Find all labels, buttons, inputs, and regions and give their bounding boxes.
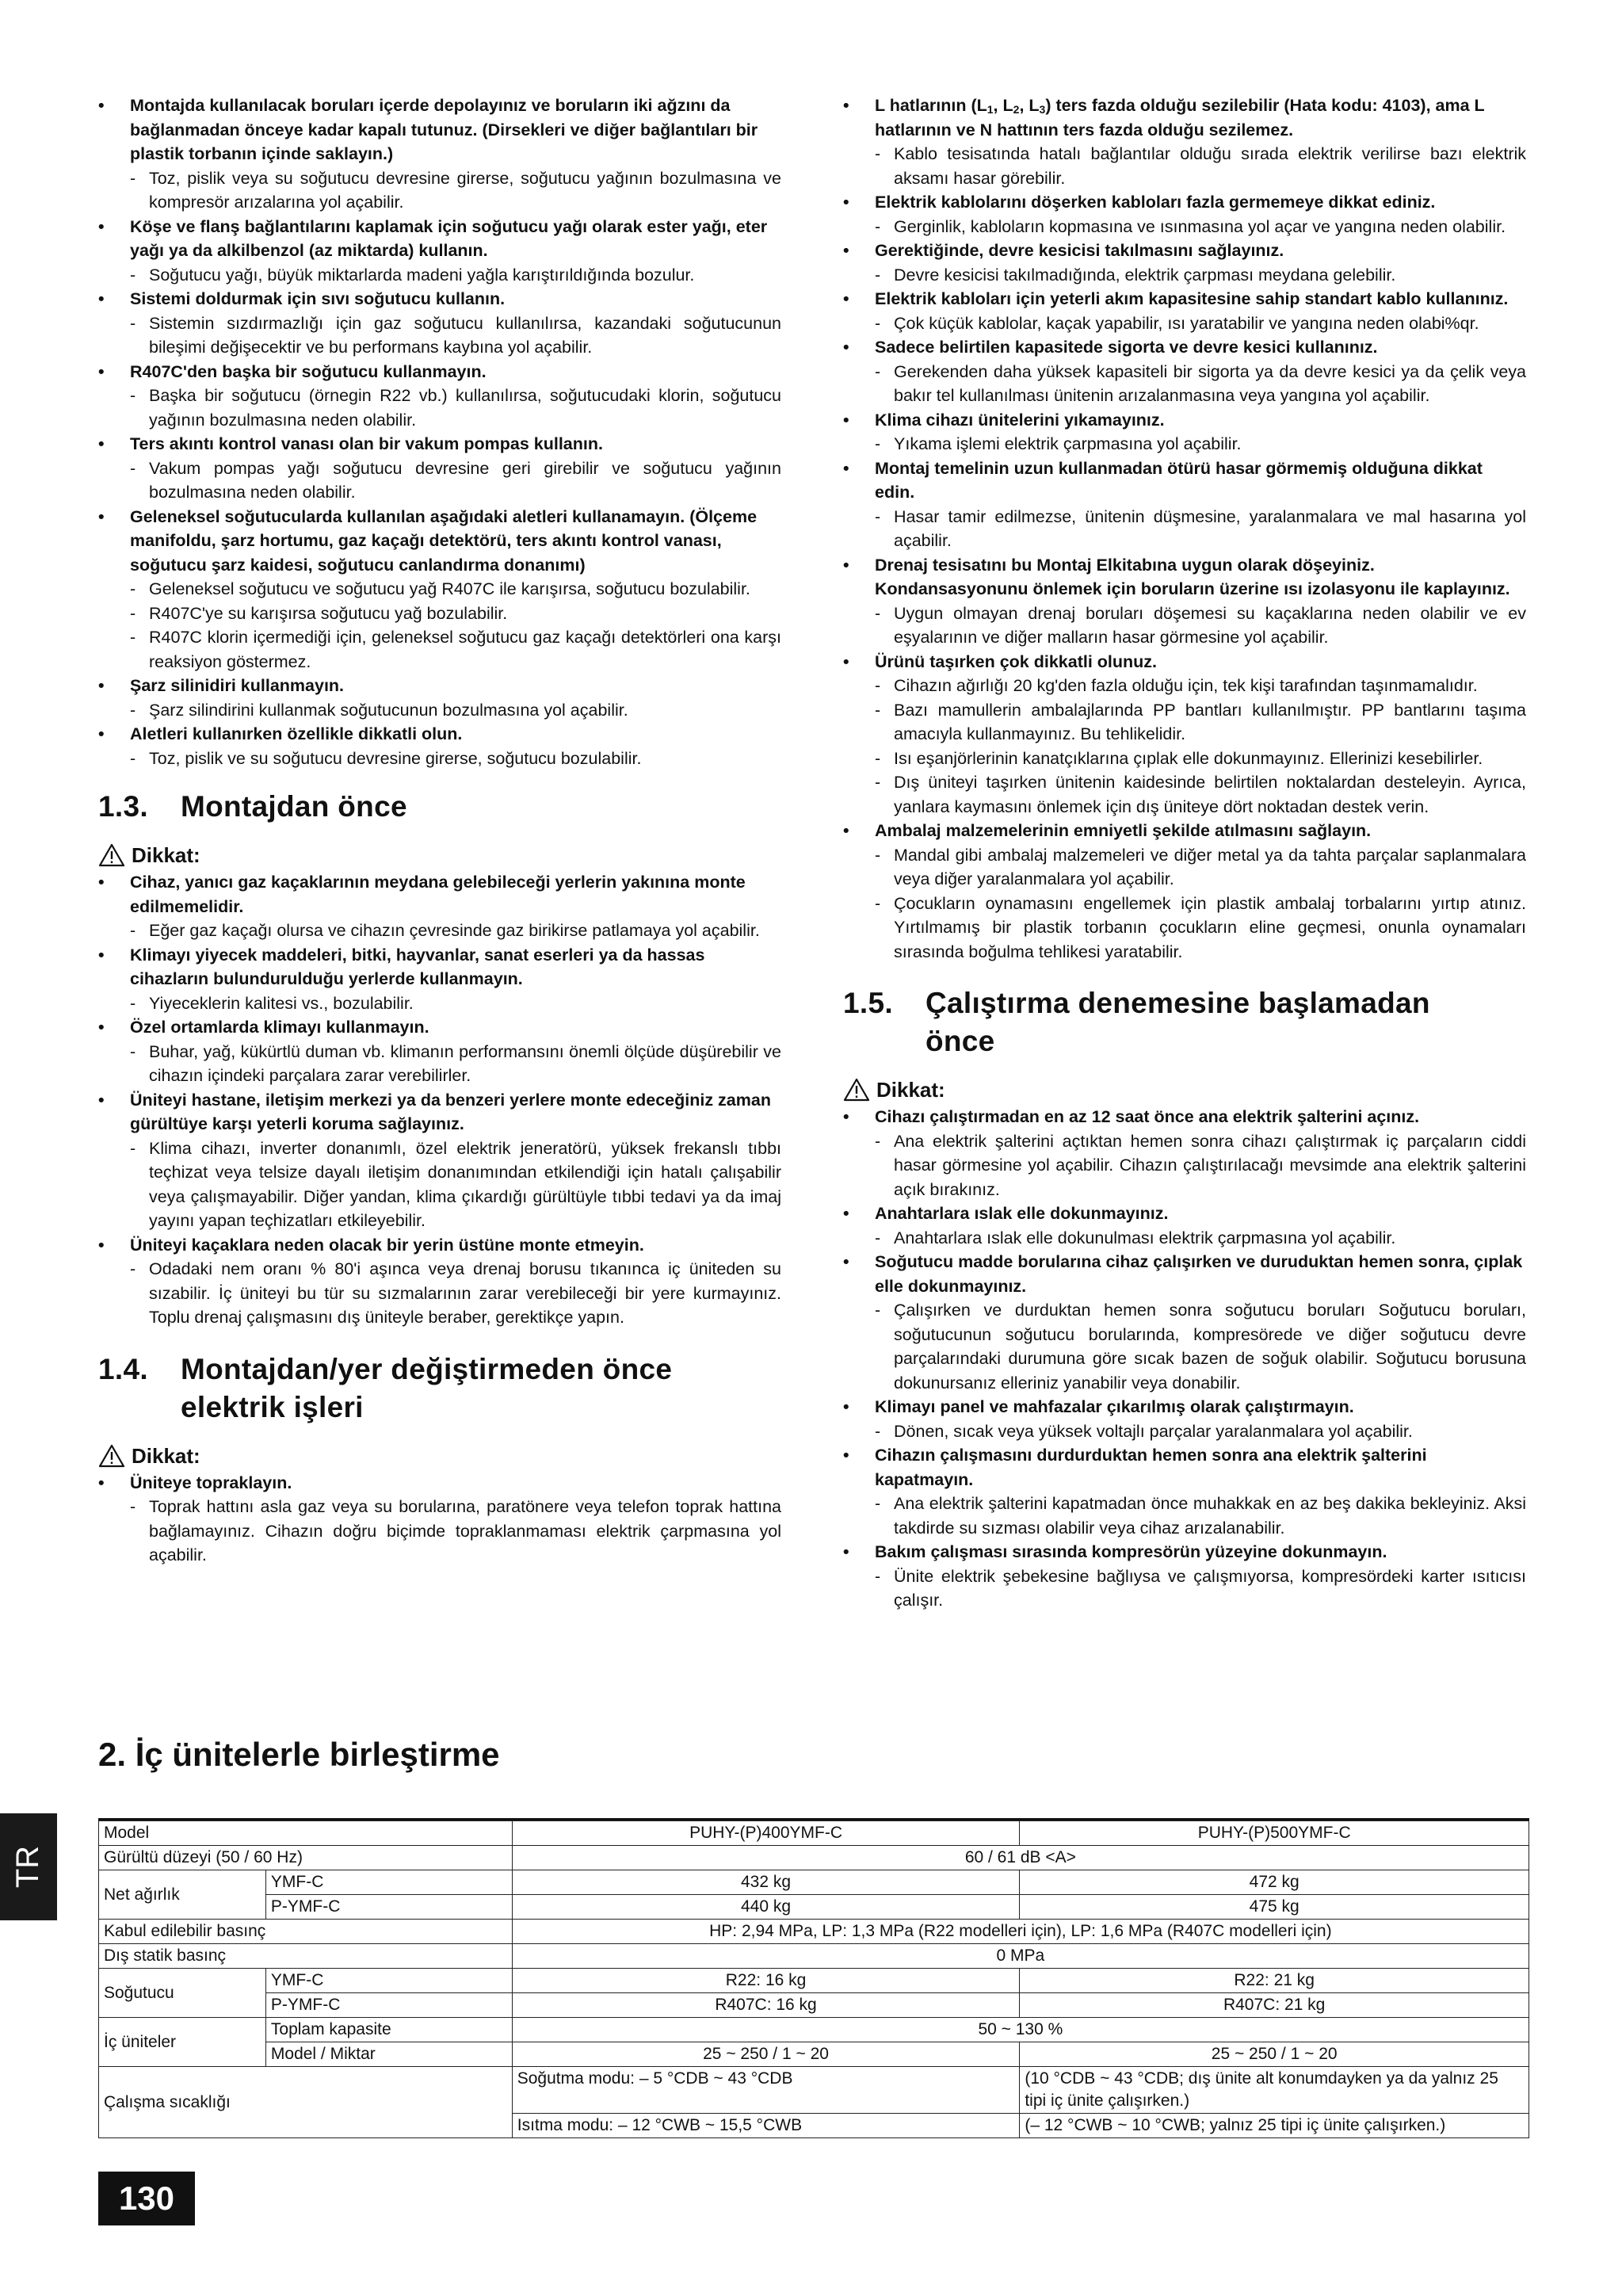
temp-heat-a: Isıtma modu: – 12 °CWB ~ 15,5 °CWB (512, 2114, 1020, 2138)
row-label: Kabul edilebilir basınç (99, 1920, 513, 1944)
bullet-item: • L hatlarının ($L_1$, $L_2$, $L_3$) ters fazda olduğu sezilebilir (Hata kodu: 4103), ama L hatlarının ve N hattının ters fazda olduğu sezilemez. (843, 94, 1526, 142)
left-column (98, 94, 781, 1568)
bullet-detail: - Uygun olmayan drenaj boruları döşemesi su kaçaklarına neden olabilir ve ev eşyalarının ve diğer malların hasar görmesine yol açabilir. (843, 602, 1526, 650)
bullet-detail: - Cihazın ağırlığı 20 kg'den fazla olduğu için, tek kişi tarafından taşınmamalıdır. (843, 674, 1526, 698)
warning-triangle-icon (98, 1444, 125, 1468)
bullet-item: • Ürünü taşırken çok dikkatli olunuz. (843, 650, 1526, 674)
bullet-item: • Bakım çalışması sırasında kompresörün yüzeyine dokunmayın. (843, 1540, 1526, 1564)
bullet-item: • Üniteye topraklayın. (98, 1471, 781, 1496)
sub-label: Toplam kapasite (265, 2018, 512, 2042)
bullet-detail: - Toprak hattını asla gaz veya su borularına, paratönere veya telefon toprak hattına bağlamayınız. Cihazın doğru biçimde topraklanmaması elektrik çarpmasına yol açabilir. (98, 1495, 781, 1568)
bullet-detail: - Odadaki nem oranı % 80'i aşınca veya drenaj borusu tıkanınca iç üniteden su sızabilir. İç üniteyi bu tür su sızmalarının zarar verebileceği bir yere kurmayınız. Toplu drenaj çalışmasını dış üniteyle beraber, gerektikçe yapın. (98, 1257, 781, 1330)
bullet-detail: - R407C klorin içermediği için, geleneksel soğutucu gaz kaçağı detektörleri ona karşı reaksiyon göstermez. (98, 625, 781, 674)
weight-b: 472 kg (1020, 1870, 1529, 1895)
bullet-detail: - Yiyeceklerin kalitesi vs., bozulabilir. (98, 991, 781, 1016)
bullet-item: • Klima cihazı ünitelerini yıkamayınız. (843, 408, 1526, 433)
bullet-detail: - R407C'ye su karışırsa soğutucu yağ bozulabilir. (98, 602, 781, 626)
row-label: Dış statik basınç (99, 1944, 513, 1969)
model-a-cell: PUHY-(P)400YMF-C (512, 1821, 1020, 1846)
caution-heading: Dikkat: (98, 1442, 781, 1469)
bullet-item: • Sadece belirtilen kapasitede sigorta ve devre kesici kullanınız. (843, 335, 1526, 360)
table-row (99, 1895, 1529, 1920)
weight-b: 475 kg (1020, 1895, 1529, 1920)
refrigerant-b: R407C: 21 kg (1020, 1993, 1529, 2018)
sub-label: Model / Miktar (265, 2042, 512, 2067)
refrigerant-a: R22: 16 kg (512, 1969, 1020, 1993)
chapter-title: 2. İç ünitelerle birleştirme (98, 1736, 500, 1773)
bullet-item: • Anahtarlara ıslak elle dokunmayınız. (843, 1201, 1526, 1226)
table-row (99, 1821, 1529, 1846)
temp-cool-a: Soğutma modu: – 5 °CDB ~ 43 °CDB (512, 2067, 1020, 2114)
caution-heading: Dikkat: (98, 842, 781, 869)
row-label: Soğutucu (99, 1969, 266, 2018)
section-1-4-list (98, 1471, 781, 1568)
bullet-detail: - Soğutucu yağı, büyük miktarlarda madeni yağla karıştırıldığında bozulur. (98, 263, 781, 288)
section-number: 1.3. (98, 790, 148, 823)
bullet-detail: - Şarz silindirini kullanmak soğutucunun bozulmasına yol açabilir. (98, 698, 781, 723)
row-label: Çalışma sıcaklığı (99, 2067, 513, 2138)
bullet-item: • Sistemi doldurmak için sıvı soğutucu kullanın. (98, 287, 781, 311)
table-row (99, 1920, 1529, 1944)
pressure-value: HP: 2,94 MPa, LP: 1,3 MPa (R22 modelleri için), LP: 1,6 MPa (R407C modelleri için) (512, 1920, 1528, 1944)
bullet-detail: - Eğer gaz kaçağı olursa ve cihazın çevresinde gaz birikirse patlamaya yol açabilir. (98, 919, 781, 943)
page-number: 130 (98, 2172, 195, 2225)
bullet-detail: - Çalışırken ve durduktan hemen sonra soğutucu boruları Soğutucu boruları, soğutucunun soğutucu borularında, kompresörede ve diğer soğutucu devre parçalarındaki durumuna göre sıcak bazen de soğuk olabilir. Soğutucu borusuna dokunursanız elleriniz yanabilir veya donabilir. (843, 1298, 1526, 1395)
bullet-item: • Aletleri kullanırken özellikle dikkatli olun. (98, 722, 781, 747)
table-row (99, 1870, 1529, 1895)
temp-heat-b: (– 12 °CWB ~ 10 °CWB; yalnız 25 tipi iç ünite çalışırken.) (1020, 2114, 1529, 2138)
bullet-detail: - Ana elektrik şalterini açtıktan hemen sonra cihazı çalıştırmak iç parçaların ciddi hasar görmesine yol açabilir. Cihazın çalıştırılacağı mevsimde ana elektrik şalterini açık bırakınız. (843, 1129, 1526, 1202)
indoor-model-b: 25 ~ 250 / 1 ~ 20 (1020, 2042, 1529, 2067)
section-heading-1-5 (843, 984, 1526, 1060)
temp-cool-b: (10 °CDB ~ 43 °CDB; dış ünite alt konumdayken ya da yalnız 25 tipi iç ünite çalışırken.) (1020, 2067, 1529, 2114)
bullet-detail: - Toz, pislik ve su soğutucu devresine girerse, soğutucu bozulabilir. (98, 747, 781, 771)
section-heading-1-3 (98, 788, 781, 826)
bullet-item: • Özel ortamlarda klimayı kullanmayın. (98, 1015, 781, 1040)
bullet-detail: - Klima cihazı, inverter donanımlı, özel elektrik jeneratörü, yüksek frekanslı tıbbı teçhizat veya telsize dayalı iletişim donanımından etkilendiği için hatalı çalışabilir veya çalışmayabilir. Diğer yandan, klima çıkardığı gürültüyle tıbbi tedavi ya da imaj yayını yapan teçhizatları etkileyebilir. (98, 1137, 781, 1233)
indoor-model-a: 25 ~ 250 / 1 ~ 20 (512, 2042, 1020, 2067)
bullet-item: • Montaj temelinin uzun kullanmadan ötürü hasar görmemiş olduğuna dikkat edin. (843, 457, 1526, 505)
bullet-detail: - Dış üniteyi taşırken ünitenin kaidesinde belirtilen noktalardan desteleyin. Ayrıca, yanlara kaymasını önlemek için dış üniteye dört noktadan destek verin. (843, 770, 1526, 819)
sub-label: P-YMF-C (265, 1993, 512, 2018)
bullet-detail: - Buhar, yağ, kükürtlü duman vb. klimanın performansını önemli ölçüde düşürebilir ve cihazın içindeki parçalara zarar verebilirler. (98, 1040, 781, 1088)
bullet-item: • Klimayı yiyecek maddeleri, bitki, hayvanlar, sanat eserleri ya da hassas cihazların bulundurulduğu yerlerde kullanmayın. (98, 943, 781, 991)
bullet-item: • Geleneksel soğutucularda kullanılan aşağıdaki aletleri kullanamayın. (Ölçeme manifoldu, şarz hortumu, gaz kaçağı detektörü, ters akıntı kontrol vanası, soğutucu şarz kaidesi, soğutucu canlandırma donanımı) (98, 505, 781, 578)
bullet-detail: - Gerekenden daha yüksek kapasiteli bir sigorta ya da devre kesici ya da çelik veya bakır tel kullanılması ünitenin arızalanmasına veya yangına yol açabilir. (843, 360, 1526, 408)
bullet-detail: - Mandal gibi ambalaj malzemeleri ve diğer metal ya da tahta parçalar saplanmalara veya diğer yaralanmalara yol açabilir. (843, 843, 1526, 892)
bullet-detail: - Çok küçük kablolar, kaçak yapabilir, ısı yaratabilir ve yangına neden olabi%qr. (843, 311, 1526, 336)
bullet-detail: - Devre kesicisi takılmadığında, elektrik çarpması meydana gelebilir. (843, 263, 1526, 288)
right-item-list (843, 94, 1526, 964)
bullet-detail: - Başka bir soğutucu (örnegin R22 vb.) kullanılırsa, soğutucudaki klorin, soğutucu yağının bozulmasına neden olabilir. (98, 384, 781, 432)
bullet-detail: - Sistemin sızdırmazlığı için gaz soğutucu kullanılırsa, kazandaki soğutucunun bileşimi değişecektir ve bu performans kaybına yol açabilir. (98, 311, 781, 360)
bullet-detail: - Vakum pompas yağı soğutucu devresine geri girebilir ve soğutucu yağının bozulmasına neden olabilir. (98, 457, 781, 505)
bullet-detail: - Gerginlik, kabloların kopmasına ve ısınmasına yol açar ve yangına neden olabilir. (843, 215, 1526, 239)
left-intro-list (98, 94, 781, 770)
bullet-item: • Cihaz, yanıcı gaz kaçaklarının meydana gelebileceği yerlerin yakınına monte edilmemelidir. (98, 870, 781, 919)
bullet-detail: - Dönen, sıcak veya yüksek voltajlı parçalar yaralanmalara yol açabilir. (843, 1419, 1526, 1444)
static-value: 0 MPa (512, 1944, 1528, 1969)
bullet-item: • Üniteyi hastane, iletişim merkezi ya da benzeri yerlere monte edeceğiniz zaman gürültüye karşı yeterli koruma sağlayınız. (98, 1088, 781, 1137)
indoor-capacity-value: 50 ~ 130 % (512, 2018, 1528, 2042)
bullet-item: • Elektrik kablolarını döşerken kabloları fazla germemeye dikkat ediniz. (843, 190, 1526, 215)
refrigerant-b: R22: 21 kg (1020, 1969, 1529, 1993)
bullet-item: • R407C'den başka bir soğutucu kullanmayın. (98, 360, 781, 384)
table-row (99, 2042, 1529, 2067)
table-row (99, 1944, 1529, 1969)
model-b-cell: PUHY-(P)500YMF-C (1020, 1821, 1529, 1846)
bullet-item: • Cihazı çalıştırmadan en az 12 saat önce ana elektrik şalterini açınız. (843, 1105, 1526, 1129)
bullet-item: • Cihazın çalışmasını durdurduktan hemen sonra ana elektrik şalterini kapatmayın. (843, 1443, 1526, 1492)
weight-a: 440 kg (512, 1895, 1020, 1920)
bullet-detail: - Çocukların oynamasını engellemek için plastik ambalaj torbalarını yırtıp atınız. Yırtılmamış bir plastik torbanın çocukların eline geçmesi, onunla oynamaları sırasında boğulma tehlikesi yaratabilir. (843, 892, 1526, 965)
bullet-item: • Şarz silinidiri kullanmayın. (98, 674, 781, 698)
table-row (99, 1846, 1529, 1870)
bullet-item: • Elektrik kabloları için yeterli akım kapasitesine sahip standart kablo kullanınız. (843, 287, 1526, 311)
bullet-item: • Montajda kullanılacak boruları içerde depolayınız ve boruların iki ağzını da bağlanmadan önceye kadar kapalı tutunuz. (Dirsekleri ve diğer bağlantıları bir plastik torbanın içinde saklayın.) (98, 94, 781, 166)
bullet-detail: - Kablo tesisatında hatalı bağlantılar olduğu sırada elektrik verilirse bazı elektrik aksamı hasar görebilir. (843, 142, 1526, 190)
weight-a: 432 kg (512, 1870, 1020, 1895)
table-row (99, 2067, 1529, 2114)
bullet-item: • Soğutucu madde borularına cihaz çalışırken ve duruduktan hemen sonra, çıplak elle dokunmayınız. (843, 1250, 1526, 1298)
bullet-detail: - Bazı mamullerin ambalajlarında PP bantları kullanılmıştır. PP bantlarını taşıma amacıyla kullanmayınız. Bu tehlikelidir. (843, 698, 1526, 747)
table-row (99, 1993, 1529, 2018)
bullet-item: • Klimayı panel ve mahfazalar çıkarılmış olarak çalıştırmayın. (843, 1395, 1526, 1419)
warning-triangle-icon (843, 1078, 870, 1102)
sub-label: P-YMF-C (265, 1895, 512, 1920)
bullet-detail: - Isı eşanjörlerinin kanatçıklarına çıplak elle dokunmayınız. Ellerinizi kesebilirler. (843, 747, 1526, 771)
row-label: Net ağırlık (99, 1870, 266, 1920)
table-row (99, 2018, 1529, 2042)
bullet-item: • Drenaj tesisatını bu Montaj Elkitabına uygun olarak döşeyiniz. Kondansasyonunu önlemek için boruların üzerine ısı izolasyonu ile kaplayınız. (843, 553, 1526, 602)
right-column (843, 94, 1526, 1613)
bullet-item: • Köşe ve flanş bağlantılarını kaplamak için soğutucu yağı olarak ester yağı, eter yağı ya da alkilbenzol (az miktarda) kullanın. (98, 215, 781, 263)
bullet-detail: - Ana elektrik şalterini kapatmadan önce muhakkak en az beş dakika bekleyiniz. Aksi takdirde su sızması olabilir veya cihaz arızalanabilir. (843, 1492, 1526, 1540)
section-1-3-list (98, 870, 781, 1330)
section-title: Montajdan önce (181, 790, 407, 823)
language-tab: TR (0, 1813, 57, 1920)
caution-heading: Dikkat: (843, 1076, 1526, 1103)
sub-label: YMF-C (265, 1870, 512, 1895)
bullet-detail: - Toz, pislik veya su soğutucu devresine girerse, soğutucu yağının bozulmasına ve kompresör arızalarına yol açabilir. (98, 166, 781, 215)
bullet-item: • Ters akıntı kontrol vanası olan bir vakum pompas kullanın. (98, 432, 781, 457)
spec-table (98, 1820, 1529, 2138)
warning-triangle-icon (98, 843, 125, 867)
section-number: 1.4. (98, 1352, 148, 1385)
bullet-item: • Gerektiğinde, devre kesicisi takılmasını sağlayınız. (843, 239, 1526, 263)
section-title: Çalıştırma denemesine başlamadan önce (925, 987, 1430, 1057)
section-number: 1.5. (843, 987, 893, 1019)
bullet-item: • Üniteyi kaçaklara neden olacak bir yerin üstüne monte etmeyin. (98, 1233, 781, 1258)
row-label: Model (99, 1821, 513, 1846)
bullet-detail: - Hasar tamir edilmezse, ünitenin düşmesine, yaralanmalara ve mal hasarına yol açabilir. (843, 505, 1526, 553)
section-heading-1-4 (98, 1350, 781, 1427)
refrigerant-a: R407C: 16 kg (512, 1993, 1020, 2018)
sub-label: YMF-C (265, 1969, 512, 1993)
table-row (99, 1969, 1529, 1993)
bullet-detail: - Anahtarlara ıslak elle dokunulması elektrik çarpmasına yol açabilir. (843, 1226, 1526, 1251)
row-label: İç üniteler (99, 2018, 266, 2067)
row-label: Gürültü düzeyi (50 / 60 Hz) (99, 1846, 513, 1870)
section-1-5-list (843, 1105, 1526, 1613)
noise-value: 60 / 61 dB <A> (512, 1846, 1528, 1870)
bullet-detail: - Yıkama işlemi elektrik çarpmasına yol açabilir. (843, 432, 1526, 457)
section-title: Montajdan/yer değiştirmeden önce elektrik işleri (181, 1352, 673, 1423)
bullet-detail: - Ünite elektrik şebekesine bağlıysa ve çalışmıyorsa, kompresördeki karter ısıtıcısı çalışır. (843, 1564, 1526, 1613)
bullet-item: • Ambalaj malzemelerinin emniyetli şekilde atılmasını sağlayın. (843, 819, 1526, 843)
bullet-detail: - Geleneksel soğutucu ve soğutucu yağ R407C ile karışırsa, soğutucu bozulabilir. (98, 577, 781, 602)
